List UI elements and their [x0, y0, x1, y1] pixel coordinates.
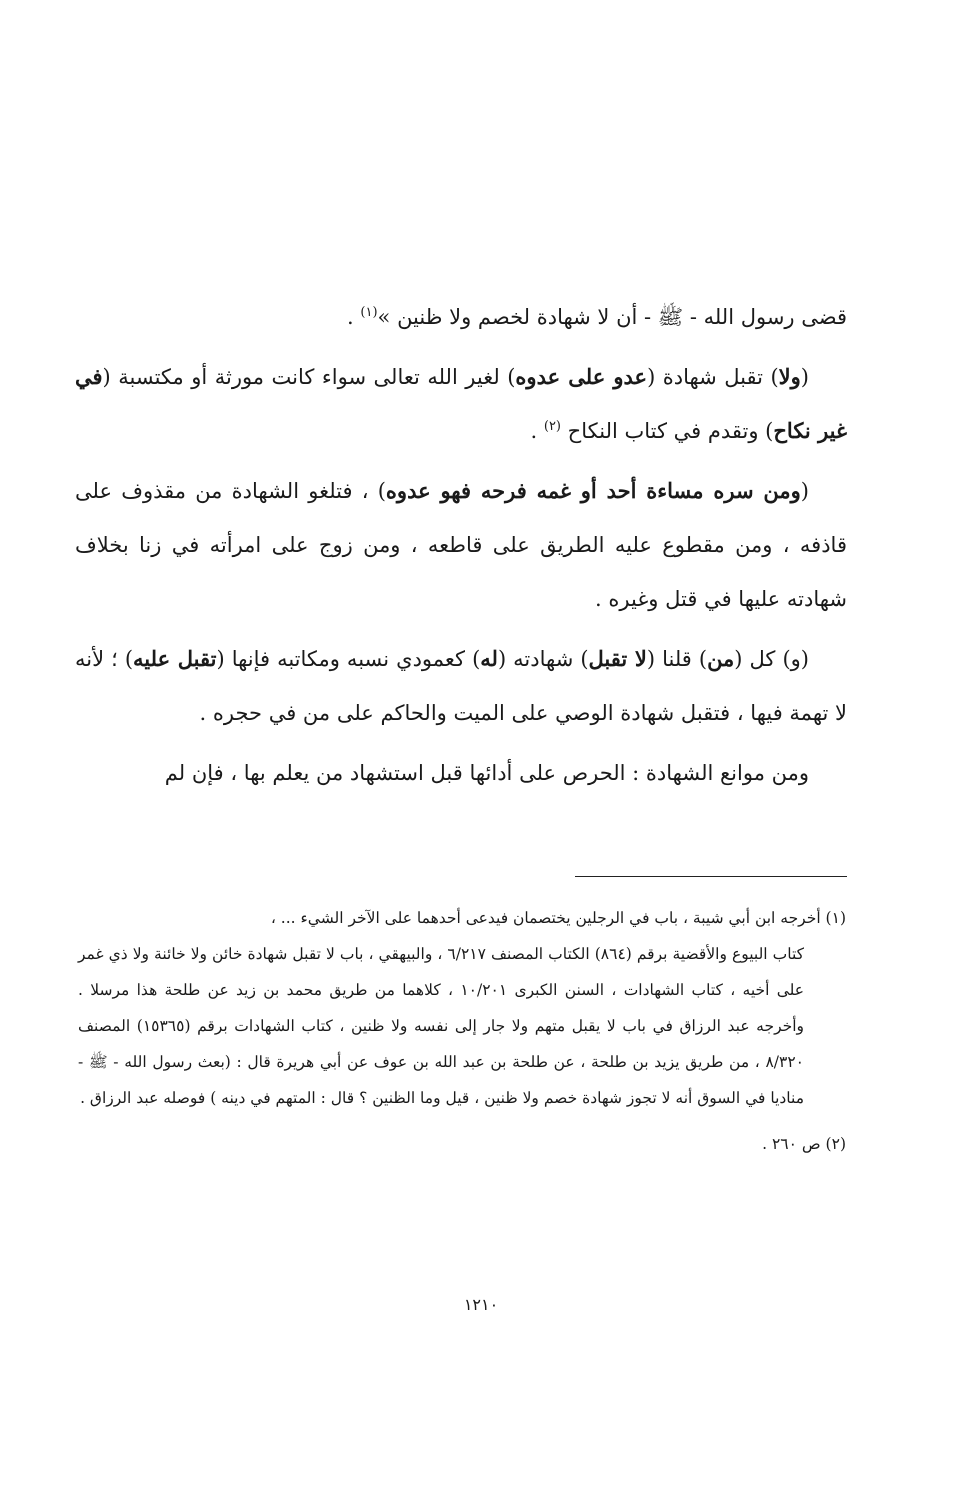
matn-text: ومن سره مساءة أحد أو غمه فرحه فهو عدوه: [385, 478, 801, 503]
paragraph-hadith-end: قضى رسول الله - ﷺ - أن لا شهادة لخصم ولا ظنين »$^{(١)}$ .: [347, 305, 847, 329]
paragraph-impediments: ومن موانع الشهادة : الحرص على أدائها قبل استشهاد من يعلم بها ، فإن لم: [164, 761, 809, 785]
paragraph-enemy-testimony: (ولا) تقبل شهادة (عدو على عدوه) لغير الله تعالى سواء كانت مورثة أو مكتسبة (في غير نكاح) وتقدم في كتاب النكاح $^{(٢)}$ .: [75, 364, 847, 443]
matn-text: من: [707, 646, 735, 671]
matn-text: في غير نكاح: [75, 364, 847, 443]
footnote-divider: [575, 876, 847, 877]
matn-text: لا تقبل: [588, 646, 647, 671]
matn-text: عدو على عدوه: [515, 364, 648, 389]
matn-text: تقبل عليه: [133, 646, 217, 671]
page-number: ١٢١٠: [463, 1295, 499, 1314]
footnote-2: (٢) ص ٢٦٠ .: [762, 1135, 846, 1153]
matn-text: ولا: [778, 364, 801, 389]
footnote-1-first-line: (١) أخرجه ابن أبي شيبة ، باب في الرجلين يختصمان فيدعى أحدهما على الآخر الشيء ... ،: [270, 909, 846, 927]
main-text: [75, 290, 847, 806]
paragraph-testimony-against: (و) كل (من) قلنا (لا تقبل) شهادته (له) كعمودي نسبه ومكاتبه فإنها (تقبل عليه) ؛ لأنه لا تهمة فيها ، فتقبل شهادة الوصي على الميت والحاكم على من في حجره .: [75, 646, 847, 725]
footnote-1-body: كتاب البيوع والأقضية برقم (٨٦٤) الكتاب المصنف ٦/٢١٧ ، والبيهقي ، باب لا تقبل شهادة خائن ولا خائنة ولا ذي غمر على أخيه ، كتاب الشهادات ، السنن الكبرى ١٠/٢٠١ ، كلاهما من طريق محمد بن زيد عن طلحة هذا مرسلا . وأخرجه عبد الرزاق في باب لا يقبل متهم ولا جار إلى نفسه ولا ظنين ، كتاب الشهادات برقم (١٥٣٦٥) المصنف ٨/٣٢٠ ، من طريق يزيد بن طلحة ، عن طلحة بن عبد الله بن عوف عن أبي هريرة قال : (بعث رسول الله - ﷺ - مناديا في السوق أنه لا تجوز شهادة خصم ولا ظنين ، قيل وما الظنين ؟ قال : المتهم في دينه ) فوصله عبد الرزاق .: [78, 945, 805, 1107]
footnote-ref-1: (١): [360, 305, 378, 320]
matn-text: له: [480, 646, 498, 671]
footnotes: [78, 900, 846, 1162]
footnote-ref-2: (٢): [543, 419, 561, 434]
paragraph-enmity-definition: (ومن سره مساءة أحد أو غمه فرحه فهو عدوه) ، فتلغو الشهادة من مقذوف على قاذفه ، ومن مقطوع عليه الطريق على قاطعه ، ومن زوج على امرأته في زنا بخلاف شهادته عليها في قتل وغيره .: [75, 478, 847, 611]
